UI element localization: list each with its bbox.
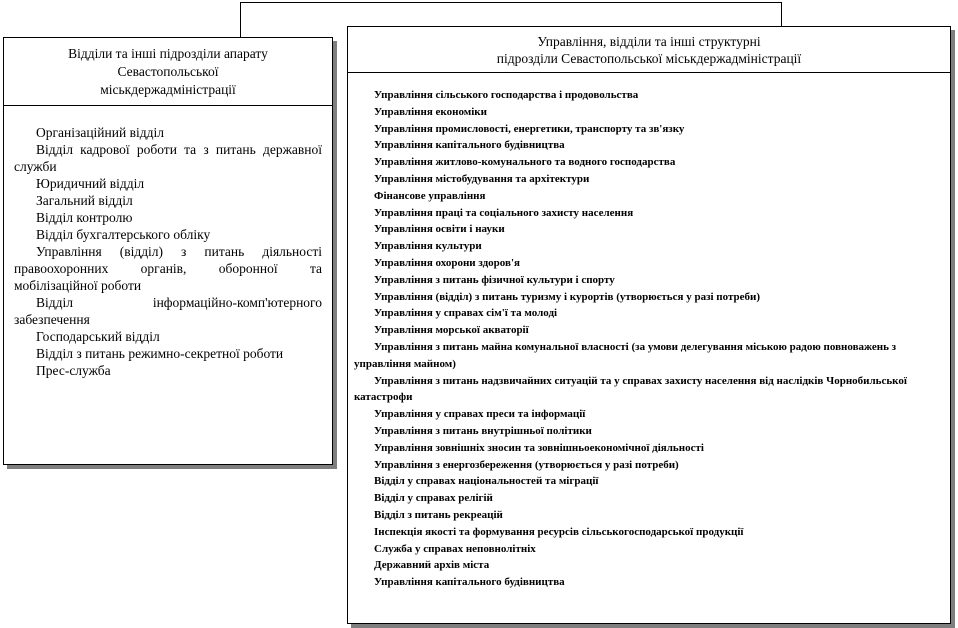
- left-department-item: Відділ інформаційно-комп'ютерного забезпечення: [14, 295, 322, 327]
- left-header-line: Відділи та інші підрозділи апарату: [68, 46, 268, 61]
- left-department-item: Управління (відділ) з питань діяльності правоохоронних органів, оборонної та мобілізаційної роботи: [14, 244, 322, 293]
- right-department-item: Управління культури: [374, 240, 482, 253]
- right-department-item: Управління у справах сім'ї та молоді: [374, 307, 558, 320]
- left-box-header: [4, 38, 332, 106]
- right-department-list: [348, 73, 950, 591]
- right-department-item: Відділ у справах релігій: [374, 492, 493, 505]
- right-department-item: Відділ з питань рекреацій: [374, 508, 503, 521]
- left-department-item: Відділ контролю: [36, 210, 133, 225]
- left-department-item: Господарський відділ: [36, 329, 160, 344]
- right-header-line: підрозділи Севастопольської міськдержадміністрації: [496, 51, 802, 66]
- right-department-item: Управління сільського господарства і продовольства: [374, 89, 639, 101]
- right-department-item: Управління житлово-комунального та водного господарства: [374, 156, 676, 169]
- right-department-item: Служба у справах неповнолітніх: [374, 542, 536, 555]
- right-header-line: Управління, відділи та інші структурні: [537, 34, 761, 49]
- right-department-item: Управління промисловості, енергетики, транспорту та зв'язку: [374, 122, 685, 135]
- right-department-item: Інспекція якості та формування ресурсів сільськогосподарської продукції: [374, 525, 744, 538]
- right-department-item: Управління з питань надзвичайних ситуацій та у справах захисту населення від наслідків Чорнобильської катастрофи: [354, 374, 907, 404]
- right-department-item: Управління з питань майна комунальної власності (за умови делегування міською радою повноважень з управління майном): [354, 340, 897, 370]
- right-department-item: Управління праці та соціального захисту населення: [374, 206, 634, 219]
- right-department-item: Державний архів міста: [374, 559, 490, 572]
- left-department-item: Організаційний відділ: [36, 125, 164, 140]
- right-department-item: Управління морської акваторії: [374, 324, 529, 337]
- left-department-item: Загальний відділ: [36, 193, 133, 208]
- right-department-item: Управління містобудування та архітектури: [374, 172, 590, 185]
- right-department-item: Управління освіти і науки: [374, 223, 505, 236]
- right-department-item: Управління з питань фізичної культури і спорту: [374, 273, 615, 286]
- left-department-item: Відділ кадрової роботи та з питань державної служби: [14, 142, 322, 174]
- right-department-item: Фінансове управління: [374, 189, 486, 202]
- right-department-item: Управління економіки: [374, 105, 487, 118]
- right-box-header: [348, 27, 950, 73]
- right-department-item: Управління (відділ) з питань туризму і курортів (утворюється у разі потреби): [374, 290, 761, 303]
- right-department-box: [347, 26, 951, 624]
- right-department-item: Управління з енергозбереження (утворюється у разі потреби): [374, 458, 679, 471]
- right-department-item: Управління капітального будівництва: [374, 139, 565, 152]
- right-department-item: Управління охорони здоров'я: [374, 256, 520, 269]
- left-department-item: Відділ бухгалтерського обліку: [36, 227, 211, 242]
- left-header-line: Севастопольської: [117, 64, 219, 79]
- right-department-item: Управління зовнішніх зносин та зовнішньоекономічної діяльності: [374, 441, 704, 454]
- right-department-item: Відділ у справах національностей та міграції: [374, 475, 599, 488]
- left-department-item: Прес-служба: [36, 363, 111, 378]
- right-department-item: Управління капітального будівництва: [374, 576, 565, 589]
- right-department-item: Управління з питань внутрішньої політики: [374, 424, 592, 437]
- left-department-item: Відділ з питань режимно-секретної роботи: [36, 346, 284, 361]
- left-header-line: міськдержадміністрації: [100, 82, 236, 97]
- right-department-item: Управління у справах преси та інформації: [374, 408, 586, 421]
- left-department-item: Юридичний відділ: [36, 176, 145, 191]
- left-department-list: [4, 106, 332, 379]
- left-department-box: [3, 37, 333, 465]
